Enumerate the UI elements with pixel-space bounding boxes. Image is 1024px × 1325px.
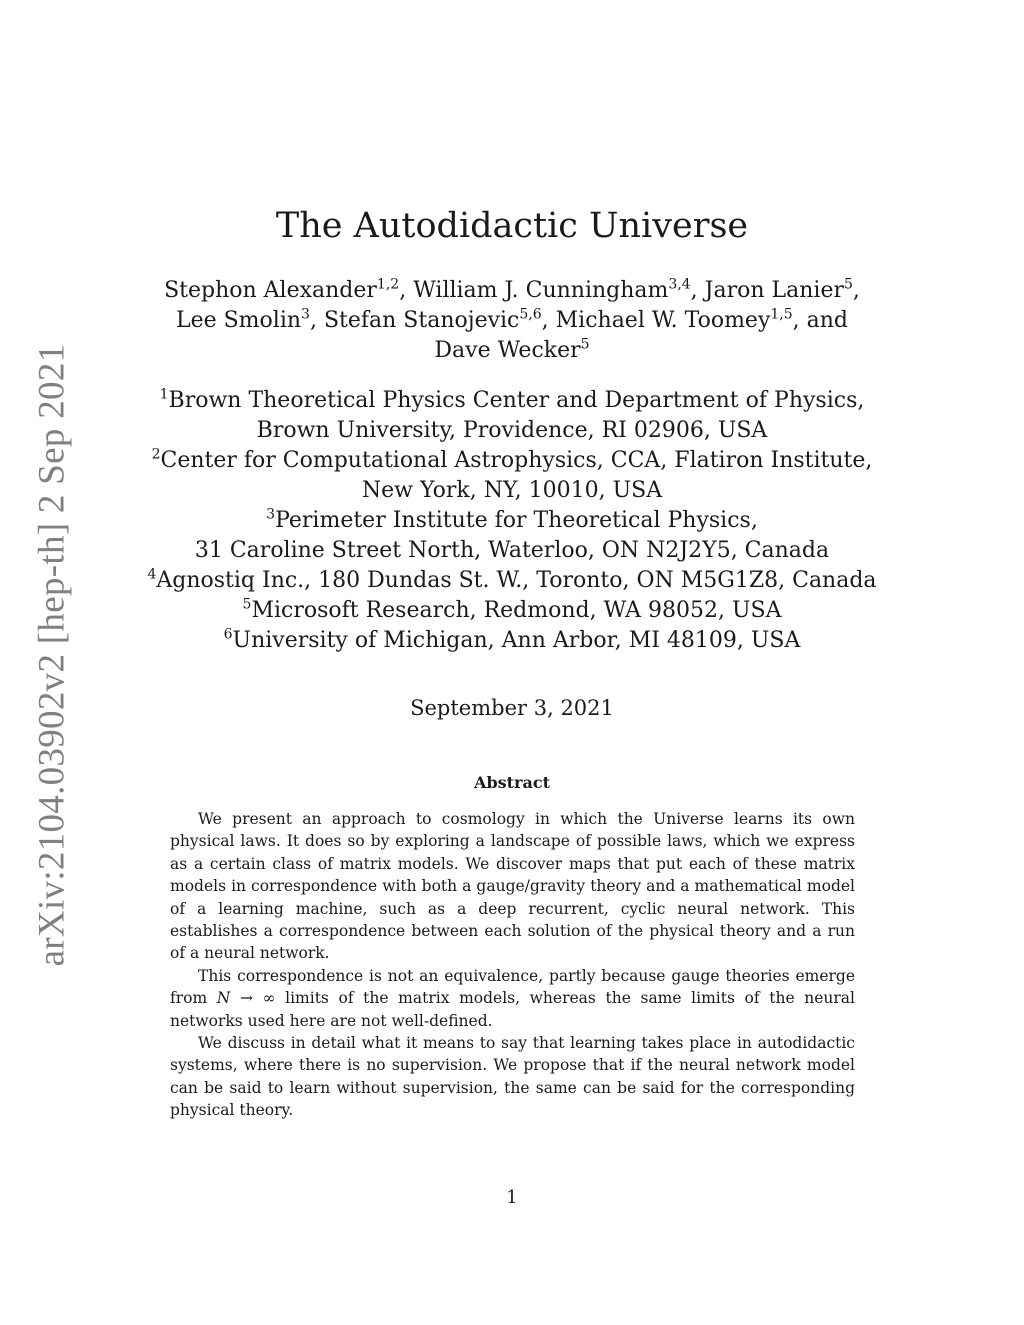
author-separator: ,: [852, 278, 860, 303]
author-affiliation-mark: 3,4: [668, 276, 691, 293]
abstract-paragraph-3: We discuss in detail what it means to say that learning takes place in autodidactic systems, where there is no supervision. We propose that if the neural network model can be said to learn without supervision, the same can be said for the corresponding physical theory.: [170, 1034, 855, 1120]
author-name: Michael W. Toomey: [555, 308, 771, 333]
abstract-paragraph-2-start: This correspondence is not an equivalence, partly because gauge theories emerge from: [170, 966, 855, 1008]
affiliation-text: University of Michigan, Ann Arbor, MI 48109, USA: [232, 628, 801, 653]
affiliation-number: 4: [147, 566, 157, 583]
affiliation-2: [130, 446, 894, 506]
affiliation-number: 3: [266, 506, 276, 523]
abstract-paragraph-2: [170, 965, 855, 1032]
author-separator: ,: [399, 278, 414, 303]
abstract-heading: Abstract: [474, 773, 550, 792]
author-affiliation-mark: 5: [580, 336, 590, 353]
affiliation-1: [130, 386, 894, 446]
author-separator: ,: [690, 278, 705, 303]
author-affiliation-mark: 5: [844, 276, 853, 293]
author-separator: , and: [792, 308, 849, 333]
abstract-body: [170, 808, 855, 1122]
author-name: Stephon Alexander: [164, 278, 377, 303]
affiliation-3-address: [130, 536, 894, 566]
author-affiliation-mark: 1,2: [376, 276, 400, 293]
abstract-paragraph-1: We present an approach to cosmology in which the Universe learns its own physical laws. It does so by exploring a landscape of possible laws, which we express as a certain class of matrix models. We discover maps that put each of these matrix models in correspondence with both a gauge/gravity theory and a mathematical model of a learning machine, such as a deep recurrent, cyclic neural network. This establishes a correspondence between each solution of the physical theory and a run of a neural network.: [170, 810, 855, 963]
affiliation-list: [130, 386, 894, 656]
author-name: Stefan Stanojevic: [323, 308, 520, 333]
affiliation-3: [130, 506, 894, 536]
affiliation-text: Brown Theoretical Physics Center and Department of Physics, Brown University, Providence, RI 02906, USA: [168, 388, 865, 443]
author-list: [150, 276, 874, 366]
author-affiliation-mark: 5,6: [519, 306, 542, 323]
affiliation-4: [130, 566, 894, 596]
abstract-paragraph-2-end: limits of the matrix models, whereas the same limits of the neural networks used here are not well-defined.: [170, 989, 855, 1030]
author-name: William J. Cunningham: [413, 278, 669, 303]
author-name: Jaron Lanier: [704, 278, 844, 303]
affiliation-5: [130, 596, 894, 626]
affiliation-number: 1: [159, 386, 169, 403]
author-name: Lee Smolin: [175, 308, 302, 333]
affiliation-text: Agnostiq Inc., 180 Dundas St. W., Toronto, ON M5G1Z8, Canada: [156, 568, 877, 593]
affiliation-number: 6: [223, 626, 233, 643]
author-affiliation-mark: 3: [301, 306, 310, 323]
paper-title: The Autodidactic Universe: [275, 206, 749, 246]
arxiv-identifier-stamp: arXiv:2104.03902v2 [hep-th] 2 Sep 2021: [31, 343, 73, 967]
author-separator: ,: [541, 308, 556, 333]
author-affiliation-mark: 1,5: [770, 306, 793, 323]
page-number: 1: [506, 1187, 518, 1208]
author-name: Dave Wecker: [434, 338, 581, 363]
affiliation-6: [130, 626, 894, 656]
author-separator: ,: [309, 308, 324, 333]
affiliation-number: 2: [151, 446, 161, 463]
affiliation-text: Perimeter Institute for Theoretical Physics,: [275, 508, 758, 533]
math-limit-expression: N → ∞: [216, 989, 276, 1008]
affiliation-text: Center for Computational Astrophysics, CCA, Flatiron Institute, New York, NY, 10010, USA: [160, 448, 873, 503]
affiliation-text: 31 Caroline Street North, Waterloo, ON N2J2Y5, Canada: [194, 538, 830, 563]
publication-date: September 3, 2021: [410, 696, 614, 720]
affiliation-text: Microsoft Research, Redmond, WA 98052, USA: [251, 598, 782, 623]
affiliation-number: 5: [242, 596, 252, 613]
